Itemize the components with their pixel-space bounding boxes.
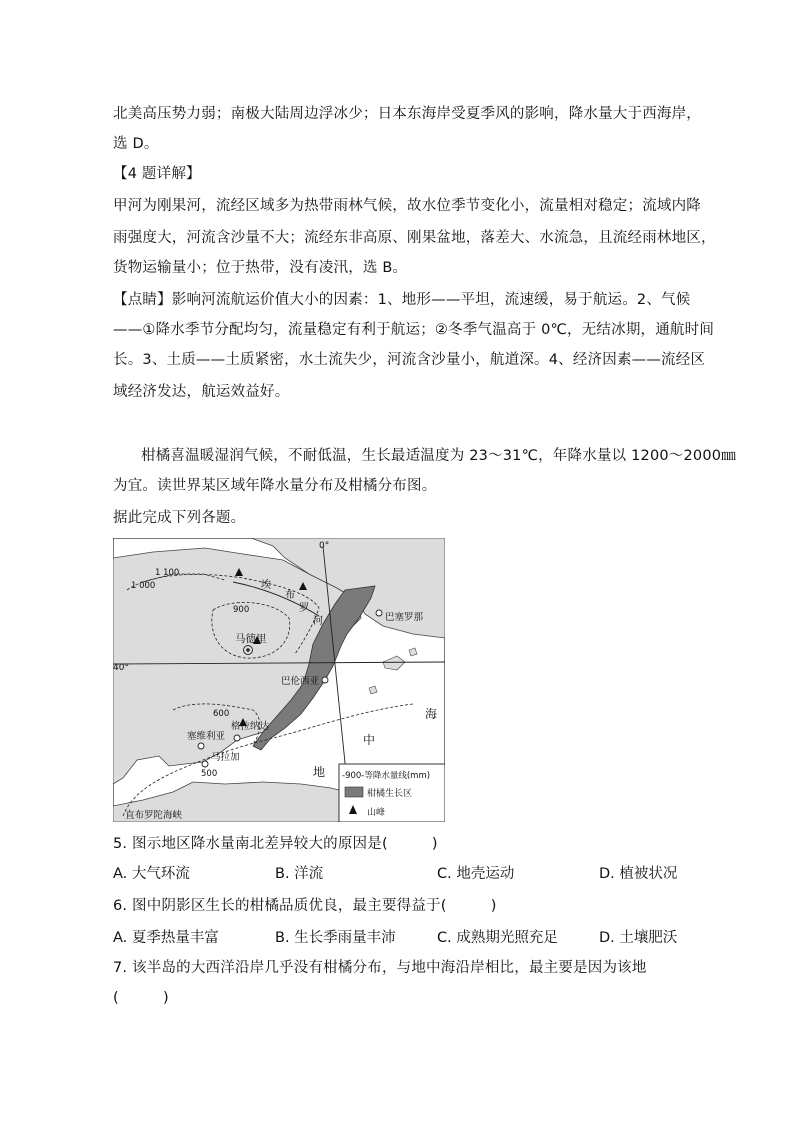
paragraph-line: 货物运输量小；位于热带，没有凌汛，选 B。 [113,260,408,276]
intro-line: 为宜。读世界某区域年降水量分布及柑橘分布图。 [113,478,437,494]
river-label: 罗 [299,603,309,614]
city-label-madrid: 马德里 [235,633,267,645]
city-marker-malaga [202,761,208,767]
river-label: 埃 [261,580,271,591]
city-marker-valencia [322,677,328,683]
tip-line: 域经济发达，航运效益好。 [113,384,290,400]
isoline-label: 1 100 [155,568,180,578]
isoline-label: 900 [233,605,250,615]
sea-label: 地 [313,765,326,779]
longitude-label: 0° [319,541,330,551]
precipitation-citrus-map [113,538,445,822]
tip-line: 长。3、土质——土质紧密，水土流失少，河流含沙量小，航道深。4、经济因素——流经区 [113,352,706,368]
legend-isoline-label: -900-等降水量线(mm) [342,771,431,781]
question-stem: 6. 图中阴影区生长的柑橘品质优良，最主要得益于( ) [113,898,497,914]
tip-line: ——①降水季节分配均匀，流量稳定有利于航运；②冬季气温高于 0℃，无结冰期，通航时间 [113,322,715,338]
paragraph-line: 选 D。 [113,136,159,152]
city-label-seville: 塞维利亚 [187,731,226,742]
city-marker-barcelona [376,610,382,616]
paragraph-line: 甲河为刚果河，流经区域多为热带雨林气候，故水位季节变化小，流量相对稳定；流域内降 [113,198,701,214]
sea-label: 中 [363,733,376,747]
city-label-valencia: 巴伦西亚 [281,676,320,687]
section-heading: 【4 题详解】 [113,166,201,182]
intro-line: 据此完成下列各题。 [113,510,246,526]
isoline-label: 500 [201,769,218,779]
answer-blank: ( ) [113,990,169,1006]
city-marker-granada [234,735,240,741]
paragraph-line: 雨强度大，河流含沙量不大；流经东非高原、刚果盆地，落差大、水流急，且流经雨林地区， [113,230,716,246]
city-label-barcelona: 巴塞罗那 [385,612,424,623]
city-label-granada: 格拉纳达 [231,721,270,732]
city-label-malaga: 马拉加 [211,752,240,763]
sea-label: 海 [425,707,438,721]
question-stem: 7. 该半岛的大西洋沿岸几乎没有柑橘分布，与地中海沿岸相比，最主要是因为该地 [113,960,647,976]
tip-line: 【点睛】影响河流航运价值大小的因素：1、地形——平坦，流速缓，易于航运。2、气候 [113,292,691,308]
option-d[interactable]: D. 土壤肥沃 [599,930,678,946]
strait-label: 直布罗陀海峡 [125,810,183,821]
question-stem: 5. 图示地区降水量南北差异较大的原因是( ) [113,836,438,852]
legend-citrus-swatch [345,787,363,797]
capital-marker-madrid [246,648,250,652]
legend-peak-label: 山峰 [367,808,386,818]
paragraph-line: 北美高压势力弱；南极大陆周边浮冰少；日本东海岸受夏季风的影响，降水量大于西海岸， [113,106,701,122]
option-b[interactable]: B. 洋流 [275,866,324,882]
legend-citrus-label: 柑橘生长区 [367,789,413,799]
option-d[interactable]: D. 植被状况 [599,866,678,882]
option-b[interactable]: B. 生长季雨量丰沛 [275,930,396,946]
intro-line: 柑橘喜温暖湿润气候，不耐低温，生长最适温度为 23～31℃，年降水量以 1200～2000㎜ [141,448,736,464]
river-label: 河 [313,616,323,627]
option-c[interactable]: C. 成熟期光照充足 [437,930,558,946]
map-legend [339,764,445,822]
option-a[interactable]: A. 夏季热量丰富 [113,930,219,946]
isoline-label: 600 [213,709,230,719]
option-c[interactable]: C. 地壳运动 [437,866,515,882]
isoline-label: 1 000 [131,581,156,591]
river-label: 布 [285,590,295,601]
option-a[interactable]: A. 大气环流 [113,866,190,882]
latitude-label: 40° [113,663,129,673]
city-marker-seville [198,743,204,749]
